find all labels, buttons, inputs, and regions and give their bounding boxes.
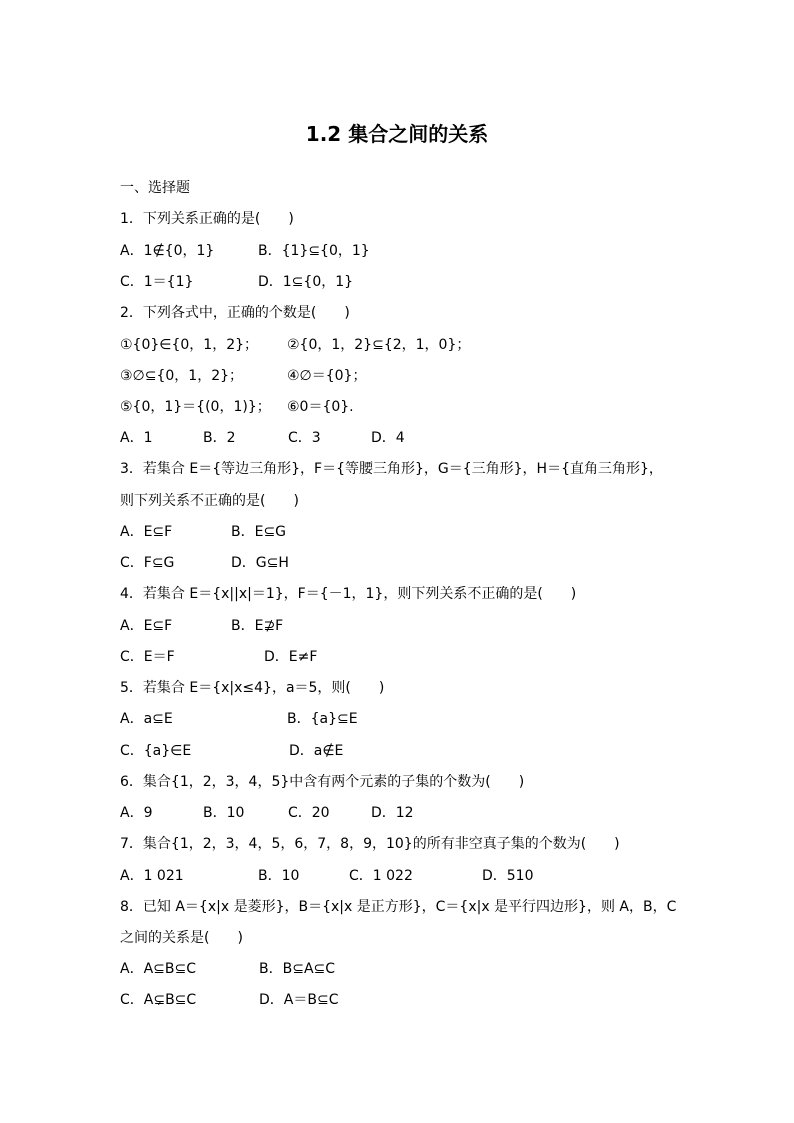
question-8-options-row-1	[120, 959, 720, 979]
option-b: B．{a}⊆E	[287, 711, 358, 727]
item-3: ③∅⊆{0，1，2}；	[120, 368, 244, 384]
question-8-options-row-2	[120, 990, 720, 1010]
option-a: A．A⊆B⊆C	[120, 961, 196, 977]
option-c: C．3	[288, 430, 321, 446]
question-2-stem: 2．下列各式中，正确的个数是( )	[120, 305, 350, 321]
item-6: ⑥0＝{0}.	[287, 399, 354, 415]
option-a: A．1 021	[120, 868, 184, 884]
option-c: C．20	[288, 805, 330, 821]
question-6-options-row	[120, 803, 720, 823]
option-b: B．B⊆A⊆C	[259, 961, 336, 977]
option-d: D．510	[482, 868, 534, 884]
question-1-options-row-1	[120, 241, 720, 261]
option-a: A．9	[120, 805, 153, 821]
question-8-stem-line-1: 8．已知 A＝{x|x 是菱形}，B＝{x|x 是正方形}，C＝{x|x 是平行四边形}，则 A，B，C	[120, 899, 677, 915]
option-d: D．a∉E	[289, 743, 344, 759]
question-1-options-row-2	[120, 272, 720, 292]
option-c: C．E＝F	[120, 649, 175, 665]
option-b: B．E⊉F	[231, 618, 284, 634]
option-b: B．10	[203, 805, 245, 821]
question-4-options-row-2	[120, 647, 720, 667]
option-a: A．1∉{0，1}	[120, 243, 215, 259]
option-b: B．{1}⊆{0，1}	[258, 243, 370, 259]
option-a: A．E⊆F	[120, 618, 173, 634]
option-a: A．E⊆F	[120, 524, 173, 540]
option-a: A．1	[120, 430, 153, 446]
option-b: B．E⊆G	[231, 524, 287, 540]
option-c: C．1＝{1}	[120, 274, 194, 290]
question-3-stem-line-2: 则下列关系不正确的是( )	[120, 493, 299, 509]
option-d: D．4	[371, 430, 405, 446]
question-8-stem-line-2: 之间的关系是( )	[120, 930, 243, 946]
question-6-stem: 6．集合{1，2，3，4，5}中含有两个元素的子集的个数为( )	[120, 774, 525, 790]
question-5-options-row-2	[120, 741, 720, 761]
page-title: 1.2 集合之间的关系	[305, 122, 489, 146]
question-3-stem-line-1: 3．若集合 E＝{等边三角形}，F＝{等腰三角形}，G＝{三角形}，H＝{直角三角形}，	[120, 461, 663, 477]
question-2-options-row	[120, 428, 720, 448]
question-5-stem: 5．若集合 E＝{x|x≤4}，a＝5，则( )	[120, 680, 385, 696]
question-7-stem: 7．集合{1，2，3，4，5，6，7，8，9，10}的所有非空真子集的个数为( )	[120, 836, 620, 852]
option-d: D．E≠F	[264, 649, 318, 665]
option-a: A．a⊆E	[120, 711, 173, 727]
question-1-stem: 1．下列关系正确的是( )	[120, 211, 294, 227]
option-c: C．F⊆G	[120, 555, 175, 571]
option-b: B．10	[258, 868, 300, 884]
item-2: ②{0，1，2}⊆{2，1，0}；	[287, 337, 471, 353]
item-4: ④∅＝{0}；	[287, 368, 367, 384]
option-d: D．A＝B⊆C	[259, 992, 339, 1008]
section-heading: 一、选择题	[120, 180, 190, 196]
question-3-options-row-2	[120, 553, 720, 573]
option-b: B．2	[203, 430, 236, 446]
question-5-options-row-1	[120, 709, 720, 729]
question-4-options-row-1	[120, 616, 720, 636]
question-2-items-row-2	[120, 366, 720, 386]
option-d: D．G⊆H	[231, 555, 289, 571]
option-c: C．{a}∈E	[120, 743, 192, 759]
question-2-items-row-1	[120, 335, 720, 355]
item-1: ①{0}∈{0，1，2}；	[120, 337, 259, 353]
question-7-options-row	[120, 866, 720, 886]
item-5: ⑤{0，1}＝{(0，1)}；	[120, 399, 271, 415]
option-c: C．1 022	[349, 868, 413, 884]
option-d: D．1⊆{0，1}	[258, 274, 354, 290]
option-c: C．A⊊B⊆C	[120, 992, 197, 1008]
question-2-items-row-3	[120, 397, 720, 417]
question-4-stem: 4．若集合 E＝{x||x|＝1}，F＝{－1，1}，则下列关系不正确的是( )	[120, 586, 577, 602]
question-3-options-row-1	[120, 522, 720, 542]
option-d: D．12	[371, 805, 414, 821]
